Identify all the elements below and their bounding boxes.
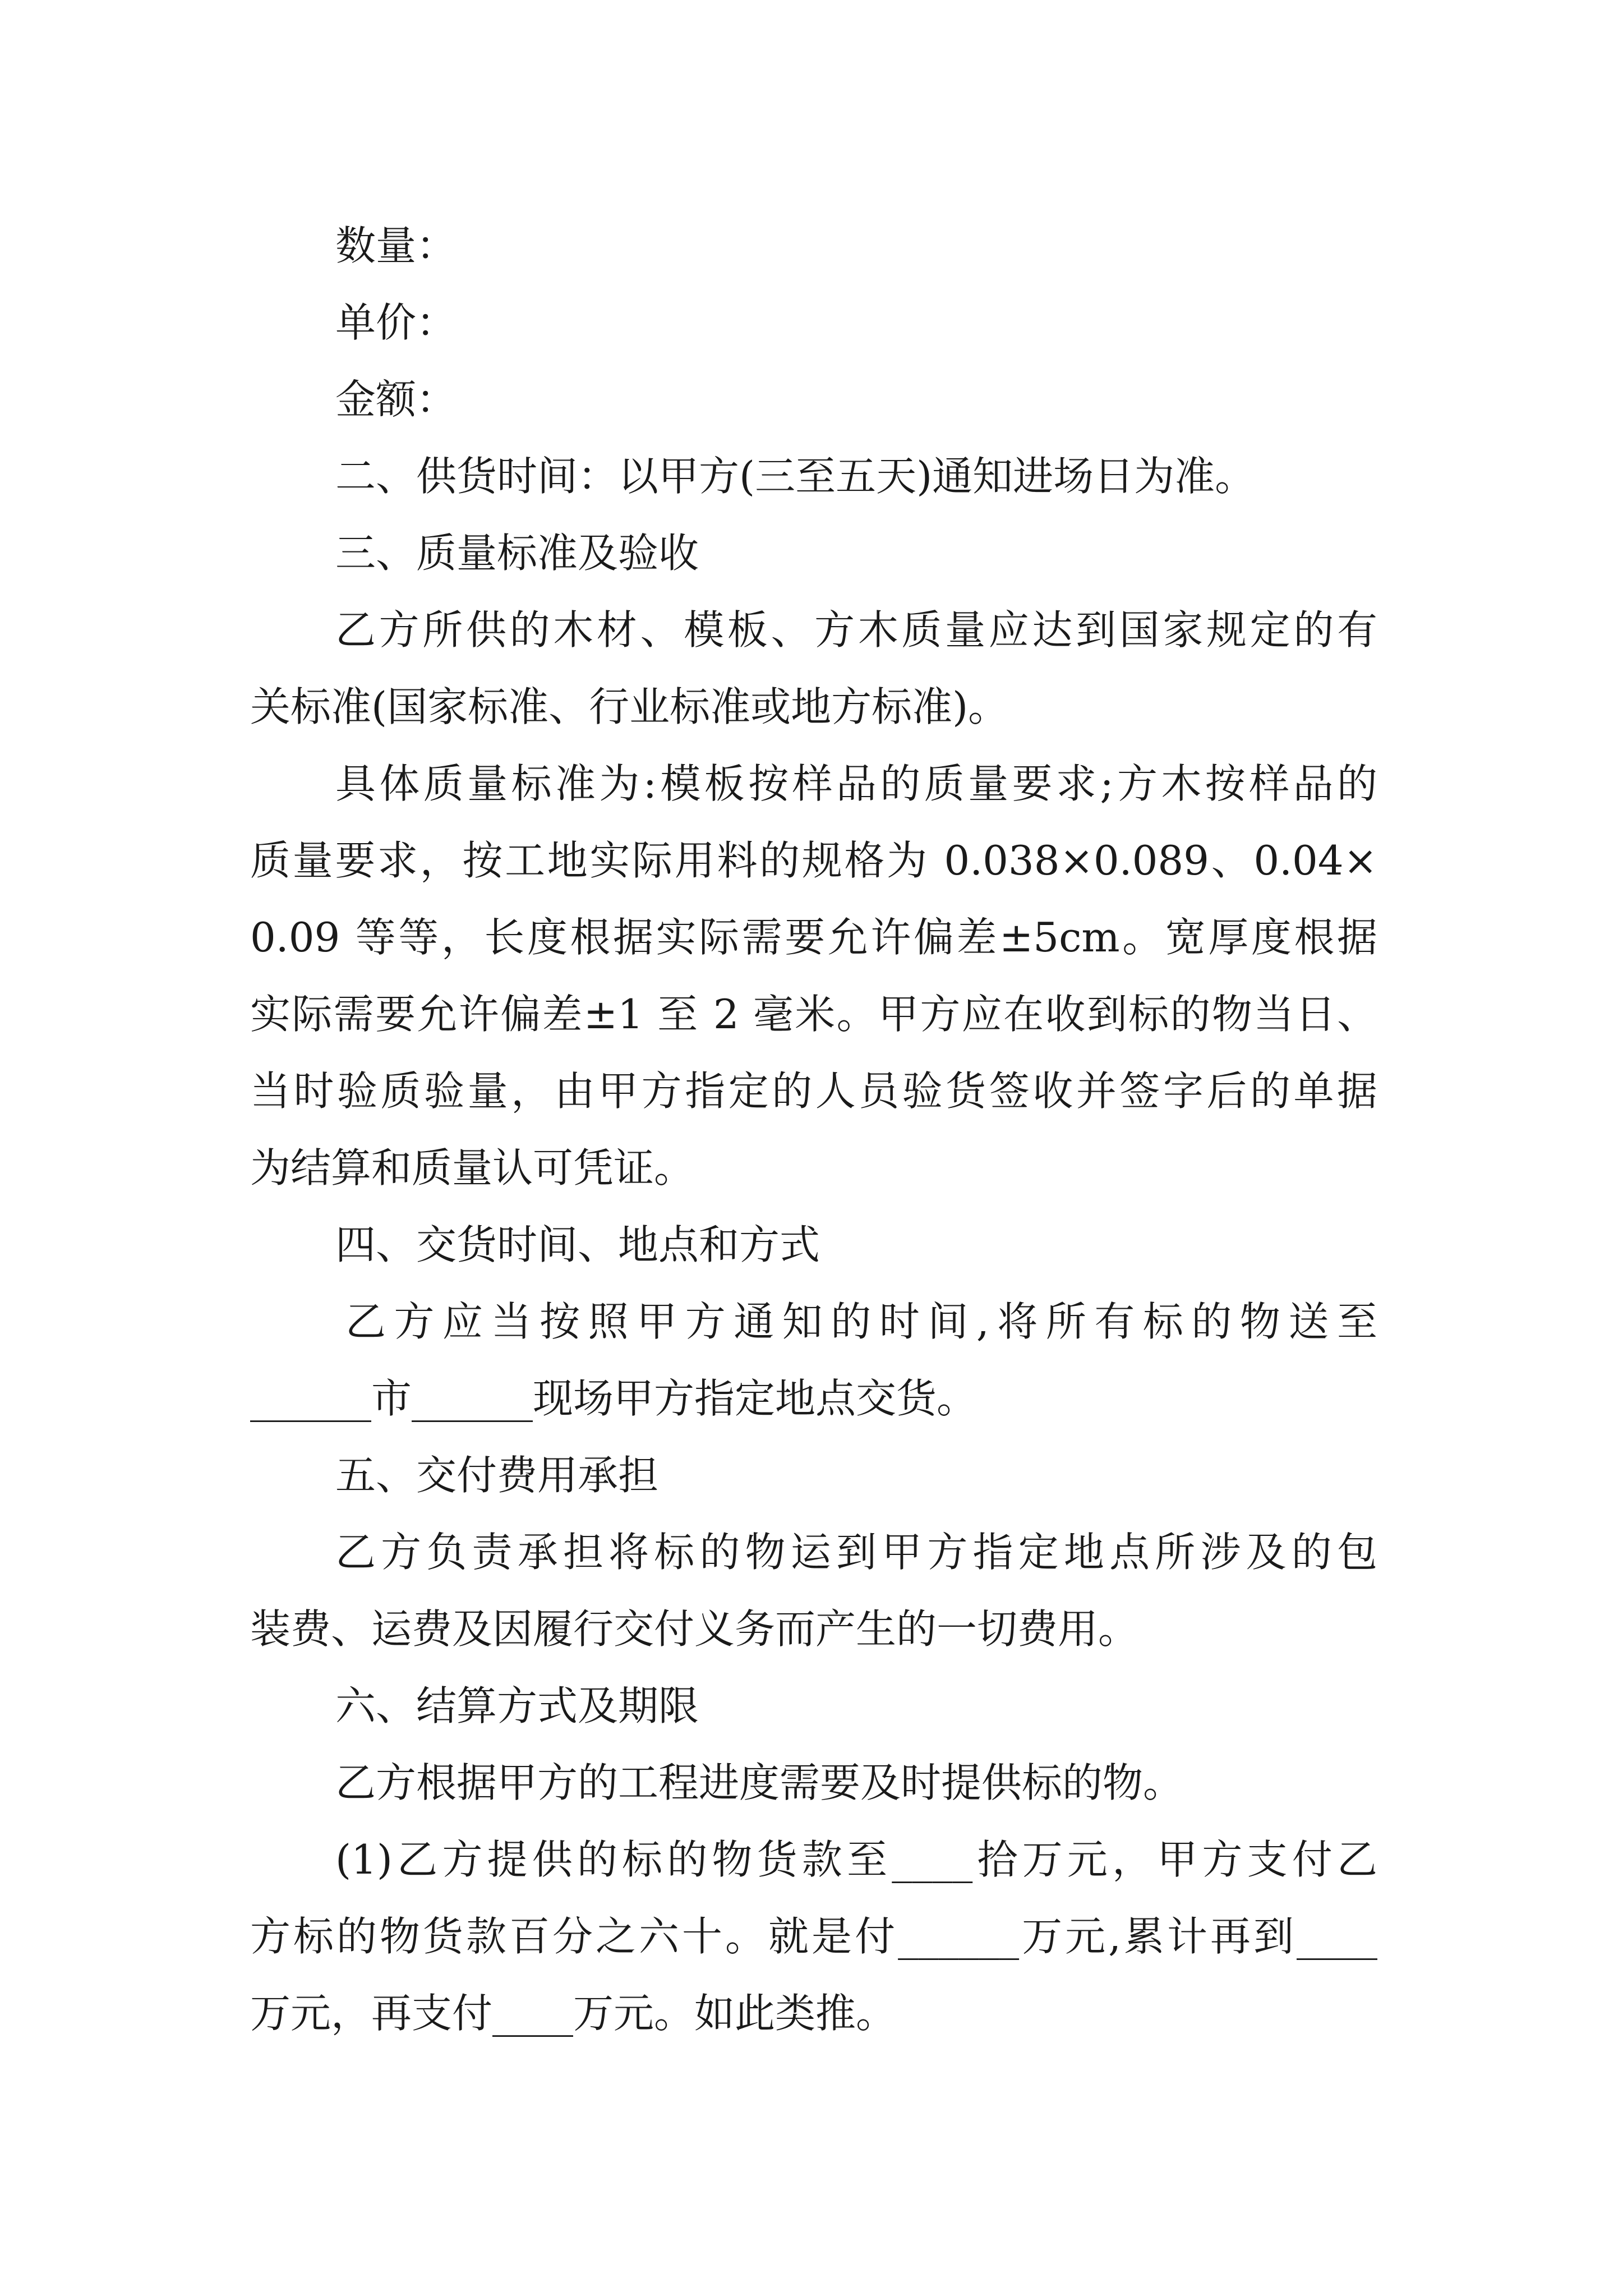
document-line: 0.09 等等，长度根据实际需要允许偏差±5cm。宽厚度根据 — [250, 914, 1377, 961]
document-line: 乙方根据甲方的工程进度需要及时提供标的物。 — [335, 1759, 1184, 1806]
document-line: 质量要求，按工地实际用料的规格为 0.038×0.089、0.04× — [250, 837, 1377, 884]
document-line: 数量： — [335, 222, 457, 269]
document-line: 方标的物货款百分之六十。就是付______万元,累计再到____ — [250, 1913, 1377, 1960]
document-line: 具体质量标准为:模板按样品的质量要求;方木按样品的 — [335, 760, 1377, 807]
document-line: 关标准(国家标准、行业标准或地方标准)。 — [250, 683, 1009, 730]
document-line: 四、交货时间、地点和方式 — [335, 1221, 820, 1268]
document-line: 六、结算方式及期限 — [335, 1682, 699, 1729]
document-line: (1)乙方提供的标的物货款至____拾万元，甲方支付乙 — [335, 1836, 1377, 1883]
document-line: 二、供货时间：以甲方(三至五天)通知进场日为准。 — [335, 453, 1256, 500]
document-line: 实际需要允许偏差±1 至 2 毫米。甲方应在收到标的物当日、 — [250, 991, 1377, 1038]
document-line: 单价： — [335, 299, 457, 346]
document-line: 当时验质验量，由甲方指定的人员验货签收并签字后的单据 — [250, 1068, 1377, 1115]
document-line: 乙方所供的木材、模板、方木质量应达到国家规定的有 — [335, 606, 1377, 654]
document-line: 乙方应当按照甲方通知的时间,将所有标的物送至 — [345, 1298, 1377, 1345]
document-line: 五、交付费用承担 — [335, 1452, 659, 1499]
document-line: 金额： — [335, 376, 457, 423]
document-body — [250, 208, 1377, 2052]
document-line: 装费、运费及因履行交付义务而产生的一切费用。 — [250, 1605, 1139, 1653]
document-line: ______市______现场甲方指定地点交货。 — [250, 1375, 978, 1422]
document-line: 万元，再支付____万元。如此类推。 — [250, 1990, 897, 2037]
document-line: 为结算和质量认可凭证。 — [250, 1144, 695, 1191]
document-line: 乙方负责承担将标的物运到甲方指定地点所涉及的包 — [335, 1529, 1377, 1576]
document-line: 三、质量标准及验收 — [335, 530, 699, 577]
